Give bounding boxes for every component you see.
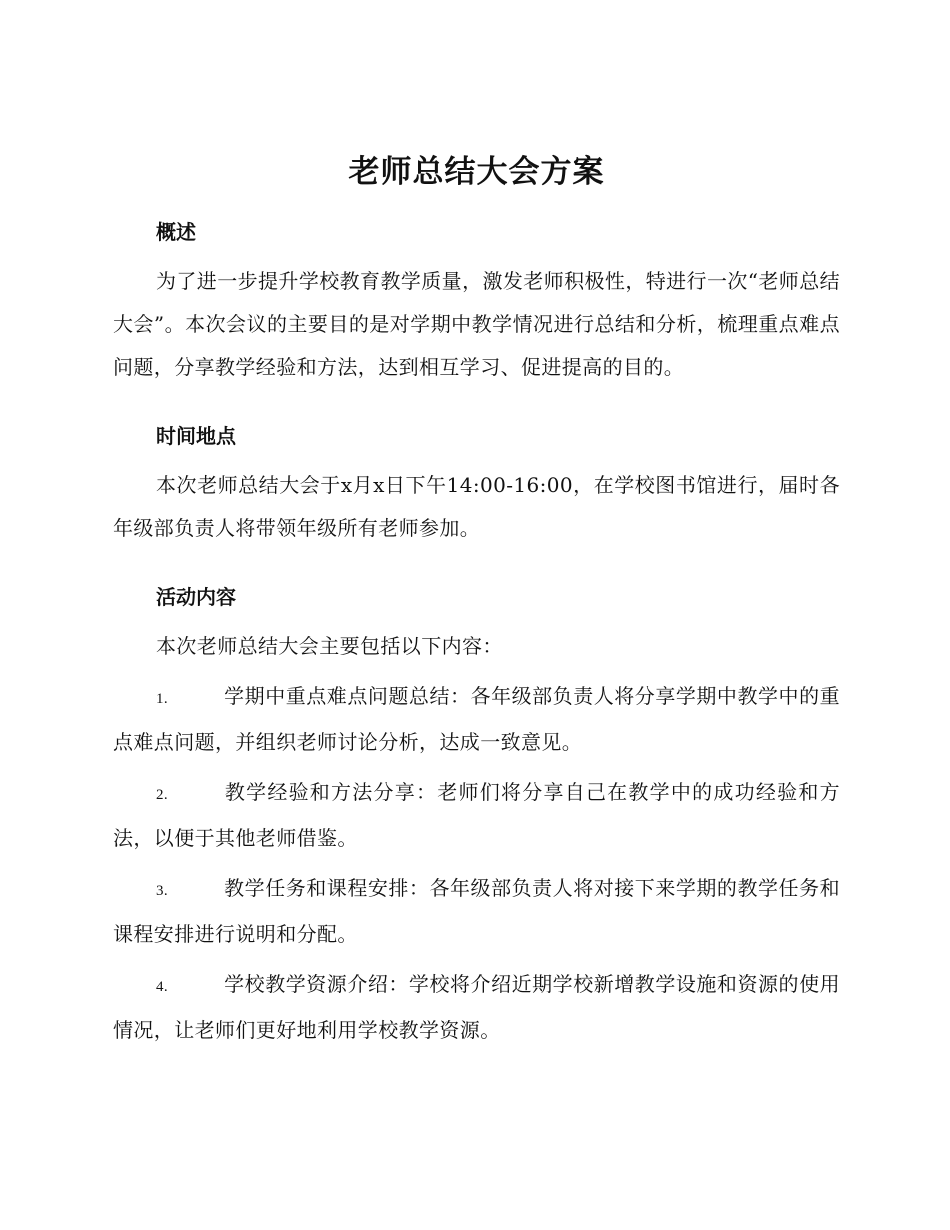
activities-intro-paragraph: 本次老师总结大会主要包括以下内容：: [156, 634, 503, 658]
list-item: [113, 867, 840, 956]
document-title: 老师总结大会方案: [348, 154, 605, 190]
overview-paragraph: 为了进一步提升学校教育教学质量，激发老师积极性，特进行一次“老师总结大会”。本次会议的主要目的是对学期中教学情况进行总结和分析，梳理重点难点问题，分享教学经验和方法，达到相互学习、促进提高的目的。: [113, 269, 840, 379]
spacer: [113, 194, 840, 207]
list-item-number: 1.: [156, 691, 169, 707]
spacer: [113, 764, 840, 771]
spacer: [113, 451, 840, 464]
section-heading-activities: 活动内容: [156, 585, 236, 609]
list-item-number: 3.: [156, 883, 169, 899]
spacer: [113, 389, 840, 411]
section-heading-overview: 概述: [156, 220, 196, 244]
section-heading-time-place: 时间地点: [156, 424, 236, 448]
list-item: [113, 963, 840, 1052]
spacer: [113, 247, 840, 260]
list-item-number: 4.: [156, 979, 169, 995]
spacer: [113, 956, 840, 963]
list-item-text: 学校教学资源介绍：学校将介绍近期学校新增教学设施和资源的使用情况，让老师们更好地利用学校教学资源。: [113, 972, 840, 1042]
time-place-paragraph: 本次老师总结大会于x月x日下午14:00-16:00，在学校图书馆进行，届时各年级部负责人将带领年级所有老师参加。: [113, 473, 840, 540]
list-item: [113, 675, 840, 764]
list-item-text: 教学任务和课程安排：各年级部负责人将对接下来学期的教学任务和课程安排进行说明和分配。: [113, 876, 840, 946]
list-item-text: 教学经验和方法分享：老师们将分享自己在教学中的成功经验和方法，以便于其他老师借鉴。: [113, 780, 840, 850]
spacer: [113, 612, 840, 625]
list-item-number: 2.: [156, 787, 169, 803]
list-item-text: 学期中重点难点问题总结：各年级部负责人将分享学期中教学中的重点难点问题，并组织老师讨论分析，达成一致意见。: [113, 684, 840, 754]
spacer: [113, 860, 840, 867]
spacer: [113, 668, 840, 675]
spacer: [113, 550, 840, 572]
list-item: [113, 771, 840, 860]
document-content: [113, 150, 840, 1052]
